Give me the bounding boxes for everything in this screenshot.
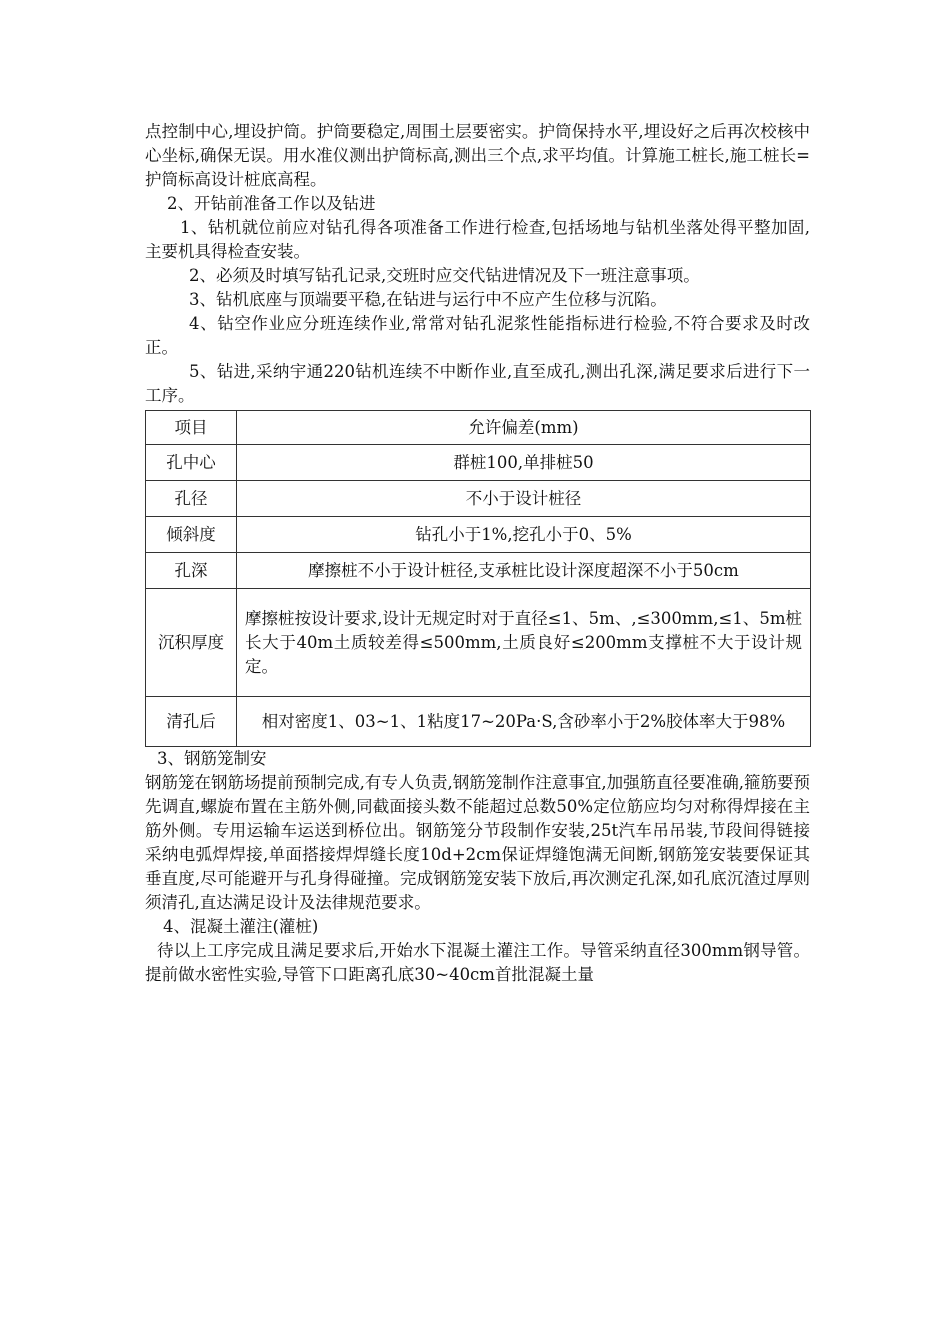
section-heading-rebar: 3、钢筋笼制安 bbox=[157, 749, 267, 768]
table-cell-item: 倾斜度 bbox=[146, 517, 237, 553]
table-cell-item: 沉积厚度 bbox=[146, 589, 237, 697]
table-row bbox=[146, 445, 811, 481]
paragraph-drill-base: 3、钻机底座与顶端要平稳,在钻进与运行中不应产生位移与沉陷。 bbox=[189, 290, 667, 309]
table-row bbox=[146, 517, 811, 553]
table-cell-value: 钻孔小于1%,挖孔小于0、5% bbox=[237, 517, 811, 553]
section-heading-concrete: 4、混凝土灌注(灌桩) bbox=[163, 917, 319, 936]
paragraph-drill-shift: 4、钻空作业应分班连续作业,常常对钻孔泥浆性能指标进行检验,不符合要求及时改正。 bbox=[145, 314, 810, 357]
table-cell-item: 孔中心 bbox=[146, 445, 237, 481]
table-header-item: 项目 bbox=[146, 411, 237, 445]
table-cell-value: 摩擦桩按设计要求,设计无规定时对于直径≤1、5m、,≤300mm,≤1、5m桩长大于40m土质较差得≤500mm,土质良好≤200mm支撑桩不大于设计规定。 bbox=[237, 589, 811, 697]
tolerance-table bbox=[145, 410, 811, 747]
paragraph-casing: 点控制中心,埋设护筒。护筒要稳定,周围土层要密实。护筒保持水平,埋设好之后再次校核中心坐标,确保无误。用水准仪测出护筒标高,测出三个点,求平均值。计算施工桩长,施工桩长=护筒标高设计桩底高程。 bbox=[145, 122, 810, 189]
table-cell-value: 不小于设计桩径 bbox=[237, 481, 811, 517]
table-cell-value: 相对密度1、03~1、1粘度17~20Pa·S,含砂率小于2%胶体率大于98% bbox=[237, 697, 811, 747]
table-cell-item: 孔径 bbox=[146, 481, 237, 517]
table-row bbox=[146, 697, 811, 747]
section-heading-drilling: 2、开钻前准备工作以及钻进 bbox=[167, 194, 376, 213]
table-header-value: 允许偏差(mm) bbox=[237, 411, 811, 445]
table-row bbox=[146, 481, 811, 517]
table-cell-value: 群桩100,单排桩50 bbox=[237, 445, 811, 481]
paragraph-drill-prep: 1、钻机就位前应对钻孔得各项准备工作进行检查,包括场地与钻机坐落处得平整加固,主要机具得检查安装。 bbox=[145, 218, 810, 261]
table-row bbox=[146, 589, 811, 697]
table-cell-item: 清孔后 bbox=[146, 697, 237, 747]
table-header-row bbox=[146, 411, 811, 445]
table-cell-item: 孔深 bbox=[146, 553, 237, 589]
paragraph-rebar-cage: 钢筋笼在钢筋场提前预制完成,有专人负责,钢筋笼制作注意事宜,加强筋直径要准确,箍筋要预先调直,螺旋布置在主筋外侧,同截面接头数不能超过总数50%定位筋应均匀对称得焊接在主筋外侧。专用运输车运送到桥位出。钢筋笼分节段制作安装,25t汽车吊吊装,节段间得链接采纳电弧焊焊接,单面搭接焊焊缝长度10d+2cm保证焊缝饱满无间断,钢筋笼安装要保证其垂直度,尽可能避开与孔身得碰撞。完成钢筋笼安装下放后,再次测定孔深,如孔底沉渣过厚则须清孔,直达满足设计及法律规范要求。 bbox=[145, 773, 810, 912]
table-row bbox=[146, 553, 811, 589]
document-page bbox=[145, 120, 810, 987]
paragraph-drill-record: 2、必须及时填写钻孔记录,交班时应交代钻进情况及下一班注意事项。 bbox=[189, 266, 700, 285]
paragraph-concrete-pour: 待以上工序完成且满足要求后,开始水下混凝土灌注工作。导管采纳直径300mm钢导管。提前做水密性实验,导管下口距离孔底30~40cm首批混凝土量 bbox=[145, 941, 810, 984]
paragraph-drill-progress: 5、钻进,采纳宇通220钻机连续不中断作业,直至成孔,测出孔深,满足要求后进行下一工序。 bbox=[145, 362, 810, 405]
table-cell-value: 摩擦桩不小于设计桩径,支承桩比设计深度超深不小于50cm bbox=[237, 553, 811, 589]
